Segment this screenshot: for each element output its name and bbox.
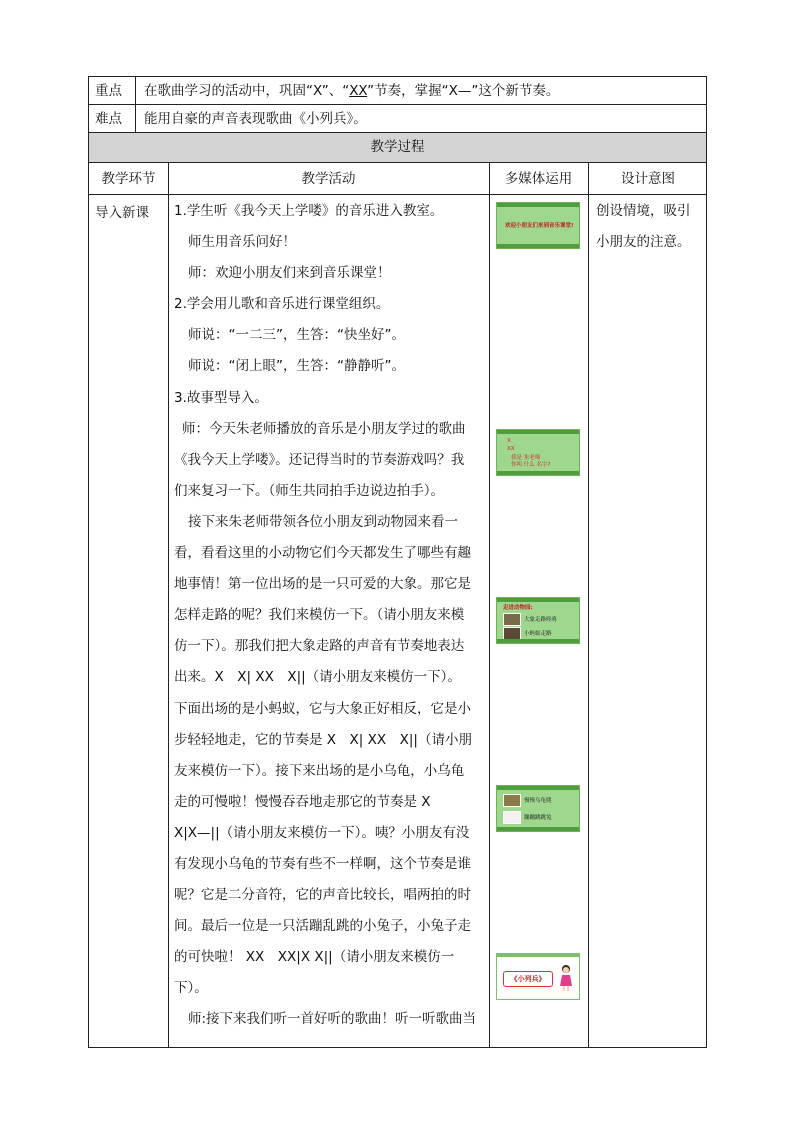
activity-text <box>174 196 489 1036</box>
activity-line: 下面出场的是小蚂蚁，它与大象正好相反，它是小 <box>174 700 471 717</box>
elephant-image <box>503 613 521 626</box>
activity-line: 步轻轻地走，它的节奏是 X X| XX X||（请小朋 <box>174 731 472 748</box>
activity-line: 1.学生听《我今天上学喽》的音乐进入教室。 <box>174 203 444 219</box>
rabbit-image <box>503 811 521 824</box>
slide-thumbnail-song <box>496 953 580 1000</box>
header-media: 多媒体运用 <box>504 171 573 187</box>
activity-line: 怎样走路的呢？我们来模仿一下。（请小朋友来模 <box>174 607 465 624</box>
song-title: 《小列兵》 <box>503 971 553 987</box>
col-divider <box>489 162 490 1047</box>
activity-line: 看，看看这里的小动物它们今天都发生了哪些有趣 <box>174 545 471 562</box>
activity-line: 有发现小乌龟的节奏有些不一样啊，这个节奏是谁 <box>174 855 471 872</box>
focus-label: 重点 <box>95 83 122 99</box>
slide-bar <box>497 471 579 475</box>
slide-thumbnail-animals <box>496 785 580 832</box>
header-stage: 教学环节 <box>101 171 156 187</box>
slide-thumbnail-zoo <box>496 597 580 644</box>
activity-line: 2.学会用儿歌和音乐进行课堂组织。 <box>174 296 390 313</box>
row-divider <box>89 104 706 105</box>
col-divider <box>168 162 169 1047</box>
slide-title: 欢迎小朋友们来到音乐课堂! <box>505 223 574 229</box>
activity-line: 仿一下）。那我们把大象走路的声音有节奏地表达 <box>174 638 465 655</box>
activity-line: 们来复习一下。（师生共同拍手边说边拍手）。 <box>174 482 444 499</box>
activity-line: 师：今天朱老师播放的音乐是小朋友学过的歌曲 <box>182 420 466 437</box>
slide-text: 大象走路咚咚 <box>524 617 558 623</box>
activity-line: 3.故事型导入。 <box>174 389 268 406</box>
activity-line: 师:接下来我们听一首好听的歌曲！听一听歌曲当 <box>188 1011 477 1028</box>
slide-thumbnail-rhythm <box>496 429 580 476</box>
slide-text: 小蚂蚁走路 <box>524 631 552 637</box>
row-divider <box>89 132 706 133</box>
slide-bar <box>497 954 579 957</box>
girl-icon <box>559 964 573 992</box>
activity-line: 师说：“一二三”，生答：“快坐好”。 <box>188 327 405 344</box>
slide-bar <box>497 827 579 831</box>
row-divider <box>89 162 706 163</box>
activity-line: 师：欢迎小朋友们来到音乐课堂！ <box>188 265 391 282</box>
activity-line: 出来。X X| XX X||（请小朋友来模仿一下）。 <box>174 669 461 686</box>
slide-bar <box>497 430 579 434</box>
slide-title: 走进动物园: <box>503 605 533 611</box>
row-divider <box>89 194 706 195</box>
activity-line: 间。最后一位是一只活蹦乱跳的小兔子，小兔子走 <box>174 918 471 935</box>
focus-text: 在歌曲学习的活动中，巩固“X”、“XX”节奏，掌握“X—”这个新节奏。 <box>144 83 560 99</box>
activity-line: 《我今天上学喽》。还记得当时的节奏游戏吗？我 <box>174 451 465 468</box>
header-intent: 设计意图 <box>621 171 675 187</box>
slide-text: 蹦蹦跳跳兔 <box>524 815 552 821</box>
slide-bar <box>497 786 579 790</box>
lesson-plan-table <box>88 76 707 1048</box>
activity-line: X|X—||（请小朋友来模仿一下）。咦？小朋友有没 <box>174 824 470 841</box>
slide-text: X <box>507 438 511 444</box>
difficulty-text: 能用自豪的声音表现歌曲《小列兵》。 <box>144 111 367 127</box>
slide-thumbnail-welcome <box>496 202 580 249</box>
activity-line: 下）。 <box>174 980 208 997</box>
difficulty-label: 难点 <box>95 111 122 127</box>
activity-line: 师生用音乐问好！ <box>188 234 296 251</box>
design-intent <box>596 196 702 258</box>
intent-line: 小朋友的注意。 <box>596 234 691 250</box>
activity-line: 接下来朱老师带领各位小朋友到动物园来看一 <box>188 513 458 530</box>
slide-text: 你叫 什么 名字? <box>511 462 551 468</box>
turtle-image <box>503 794 521 807</box>
slide-text: 慢慢乌龟爬 <box>524 798 552 804</box>
intent-line: 创设情境，吸引 <box>596 203 691 219</box>
activity-line: 走的可慢啦！慢慢吞吞地走那它的节奏是 X <box>174 793 431 810</box>
activity-line: 地事情！第一位出场的是一只可爱的大象。那它是 <box>174 576 471 593</box>
activity-line: 师说：“闭上眼”，生答：“静静听”。 <box>188 358 405 375</box>
header-activity: 教学活动 <box>301 171 356 187</box>
slide-bar <box>497 203 579 207</box>
slide-text: XX <box>507 446 515 452</box>
slide-bar <box>497 598 579 602</box>
activity-line: 呢？它是二分音符，它的声音比较长，唱两拍的时 <box>174 887 471 904</box>
slide-bar <box>497 244 579 248</box>
col-divider <box>588 162 589 1047</box>
activity-line: 友来模仿一下）。接下来出场的是小乌龟，小乌龟 <box>174 762 465 779</box>
activity-line: 的可快啦！ XX XX|X X||（请小朋友来模仿一 <box>174 949 455 966</box>
col-divider <box>135 77 136 132</box>
slide-text: 我是 朱老师 <box>511 455 541 461</box>
section-title: 教学过程 <box>370 139 425 155</box>
stage-label: 导入新课 <box>95 205 149 221</box>
slide-bar <box>497 639 579 643</box>
